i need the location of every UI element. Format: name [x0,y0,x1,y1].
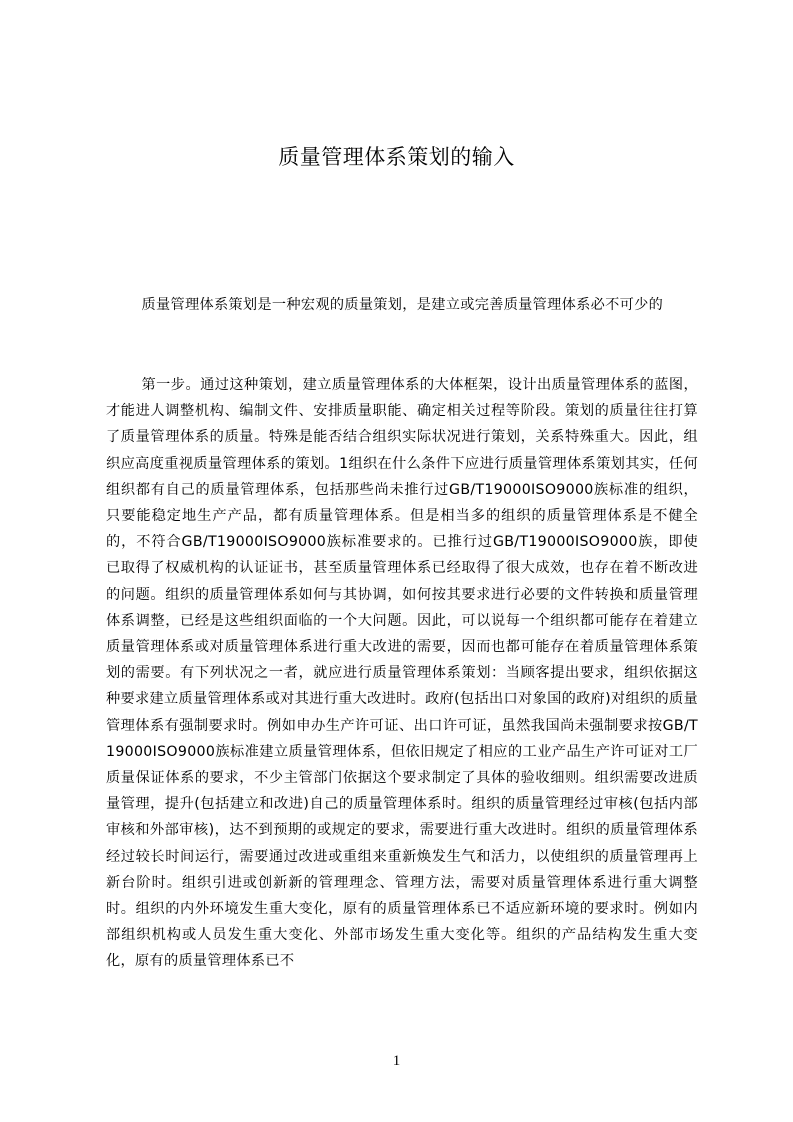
document-title: 质量管理体系策划的输入 [278,145,515,169]
paragraph-main: 第一步。通过这种策划，建立质量管理体系的大体框架，设计出质量管理体系的蓝图，才能进人调整机构、编制文件、安排质量职能、确定相关过程等阶段。策划的质量往往打算了质量管理体系的质量。特殊是能否结合组织实际状况进行策划，关系特殊重大。因此，组织应高度重视质量管理体系的策划。1组织在什么条件下应进行质量管理体系策划其实，任何组织都有自己的质量管理体系，包括那些尚未推行过GB/T19000ISO9000族标准的组织，只要能稳定地生产产品，都有质量管理体系。但是相当多的组织的质量管理体系是不健全的，不符合GB/T19000ISO9000族标准要求的。已推行过GB/T19000ISO9000族，即使已取得了权威机构的认证证书，甚至质量管理体系已经取得了很大成效，也存在着不断改进的问题。组织的质量管理体系如何与其协调，如何按其要求进行必要的文件转换和质量管理体系调整，已经是这些组织面临的一个大问题。因此，可以说每一个组织都可能存在着建立质量管理体系或对质量管理体系进行重大改进的需要，因而也都可能存在着质量管理体系策划的需要。有下列状况之一者，就应进行质量管理体系策划：当顾客提出要求，组织依据这种要求建立质量管理体系或对其进行重大改进时。政府(包括出口对象国的政府)对组织的质量管理体系有强制要求时。例如申办生产许可证、出口许可证，虽然我国尚未强制要求按GB/T19000ISO9000族标准建立质量管理体系，但依旧规定了相应的工业产品生产许可证对工厂质量保证体系的要求，不少主管部门依据这个要求制定了具体的验收细则。组织需要改进质量管理，提升(包括建立和改进)自己的质量管理体系时。组织的质量管理经过审核(包括内部审核和外部审核)，达不到预期的或规定的要求，需要进行重大改进时。组织的质量管理体系经过较长时间运行，需要通过改进或重组来重新焕发生气和活力，以使组织的质量管理再上新台阶时。组织引进或创新新的管理理念、管理方法，需要对质量管理体系进行重大调整时。组织的内外环境发生重大变化，原有的质量管理体系已不适应新环境的要求时。例如内部组织机构或人员发生重大变化、外部市场发生重大变化等。组织的产品结构发生重大变化，原有的质量管理体系已不 [106,377,698,970]
page-number: 1 [392,1053,401,1069]
paragraph-intro: 质量管理体系策划是一种宏观的质量策划，是建立或完善质量管理体系必不可少的 [141,297,664,313]
